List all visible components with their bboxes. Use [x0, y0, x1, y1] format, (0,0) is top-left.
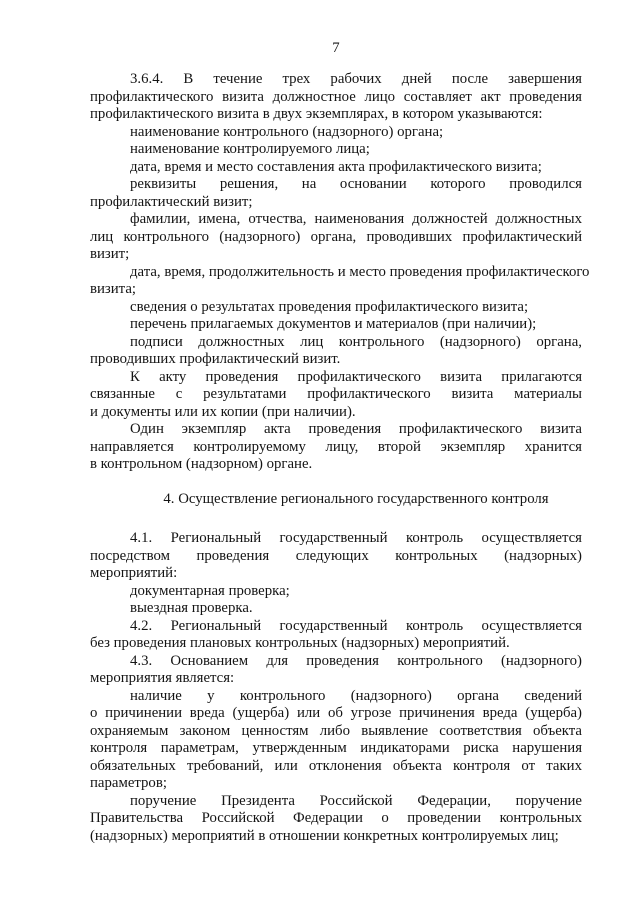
paragraph-line: наименование контролируемого лица;: [130, 141, 370, 157]
paragraph-line: (надзорных) мероприятий в отношении конкретных контролируемых лиц;: [90, 827, 559, 844]
paragraph-line: 4.2. Региональный государственный контроль осуществляется: [130, 617, 582, 634]
list-item: [90, 793, 582, 846]
paragraph-3-6-4-intro: [90, 71, 582, 124]
section-heading: 4. Осуществление регионального государственного контроля: [163, 491, 549, 507]
paragraph-line: Правительства Российской Федерации о проведении контрольных: [90, 810, 582, 826]
paragraph-line: фамилии, имена, отчества, наименования должностей должностных: [130, 211, 582, 227]
section-3-6-4: [90, 71, 590, 474]
paragraph-line: проводивших профилактический визит.: [90, 351, 341, 367]
list-item: [90, 124, 582, 142]
paragraph-attachments: [90, 369, 582, 422]
paragraph-line: документарная проверка;: [130, 582, 290, 599]
list-item: [90, 688, 582, 793]
paragraph-line: наименование контрольного (надзорного) органа;: [130, 123, 444, 140]
paragraph-line: реквизиты решения, на основании которого проводился: [130, 176, 582, 192]
paragraph-line: связанные с результатами профилактического визита материалы: [90, 386, 582, 402]
paragraph-4-3: [90, 653, 582, 688]
paragraph-line: обязательных требований, или отклонения объекта контроля от таких: [90, 757, 582, 774]
paragraph-line: профилактического визита в двух экземплярах, в котором указываются:: [90, 106, 543, 122]
paragraph-line: поручение Президента Российской Федерации, поручение: [130, 792, 582, 809]
section-4: [90, 530, 582, 845]
paragraph-line: Один экземпляр акта проведения профилактического визита: [130, 421, 582, 437]
paragraph-line: мероприятий:: [90, 565, 178, 581]
paragraph-line: сведения о результатах проведения профилактического визита;: [130, 298, 529, 315]
paragraph-copies: [90, 421, 582, 474]
paragraph-line: мероприятия является:: [90, 670, 235, 686]
paragraph-line: профилактического визита должностное лицо составляет акт проведения: [90, 88, 582, 105]
paragraph-line: подписи должностных лиц контрольного (надзорного) органа,: [130, 333, 582, 350]
paragraph-line: параметров;: [90, 775, 167, 791]
paragraph-line: направляется контролируемому лицу, второй экземпляр хранится: [90, 438, 582, 455]
paragraph-line: лиц контрольного (надзорного) органа, проводивших профилактический: [90, 228, 582, 245]
paragraph-line: 4.1. Региональный государственный контроль осуществляется: [130, 530, 582, 546]
page-number: 7: [332, 40, 340, 56]
paragraph-line: посредством проведения следующих контрольных (надзорных): [90, 547, 582, 564]
paragraph-line: визит;: [90, 246, 130, 262]
paragraph-line: выездная проверка.: [130, 600, 253, 616]
paragraph-line: профилактический визит;: [90, 193, 253, 210]
paragraph-line: без проведения плановых контрольных (надзорных) мероприятий.: [90, 635, 510, 651]
paragraph-line: контроля параметрам, утвержденным индикаторами риска нарушения: [90, 740, 582, 756]
paragraph-line: перечень прилагаемых документов и материалов (при наличии);: [130, 316, 537, 332]
list-item: [90, 141, 582, 159]
paragraph-line: дата, время, продолжительность и место проведения профилактического: [130, 263, 590, 280]
list-item: [90, 600, 582, 618]
paragraph-line: визита;: [90, 281, 136, 297]
list-item: [90, 299, 582, 317]
list-item: [90, 583, 582, 601]
list-item: [90, 263, 590, 299]
paragraph-line: в контрольном (надзорном) органе.: [90, 456, 313, 472]
paragraph-line: о причинении вреда (ущерба) или об угрозе причинения вреда (ущерба): [90, 705, 582, 721]
list-item: [90, 316, 582, 334]
paragraph-4-1: [90, 530, 582, 583]
paragraph-line: 4.3. Основанием для проведения контрольного (надзорного): [130, 652, 582, 669]
paragraph-line: охраняемым законом ценностям либо выявление соответствия объекта: [90, 722, 582, 739]
paragraph-line: 3.6.4. В течение трех рабочих дней после завершения: [130, 71, 582, 87]
list-item: [90, 334, 582, 369]
paragraph-line: и документы или их копии (при наличии).: [90, 403, 356, 420]
list-item: [90, 211, 582, 264]
paragraph-line: дата, время и место составления акта профилактического визита;: [130, 158, 542, 175]
paragraph-line: наличие у контрольного (надзорного) органа сведений: [130, 687, 582, 704]
list-item: [90, 176, 582, 211]
paragraph-line: К акту проведения профилактического визита прилагаются: [130, 368, 582, 385]
list-item: [90, 159, 582, 177]
paragraph-4-2: [90, 618, 582, 653]
